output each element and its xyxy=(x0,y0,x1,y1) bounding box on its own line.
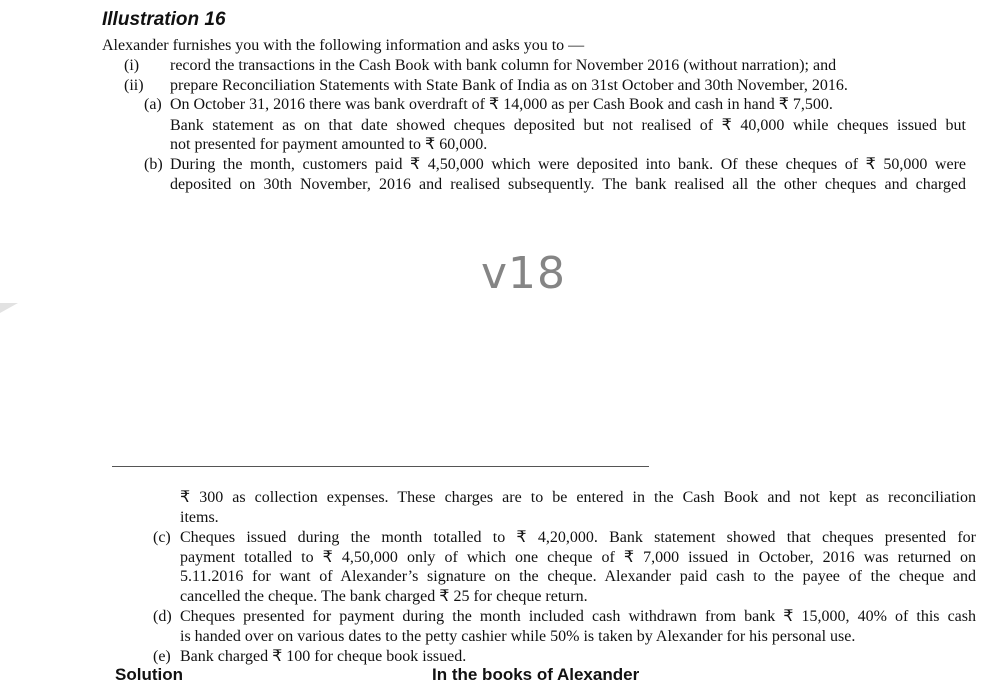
page-break-rule xyxy=(112,466,649,467)
item-d-line: is handed over on various dates to the petty cashier while 50% is taken by Alexander for his personal use. xyxy=(180,628,856,645)
books-heading: In the books of Alexander xyxy=(432,665,640,684)
item-label-d: (d) xyxy=(153,608,172,625)
item-c-line: 5.11.2016 for want of Alexander’s signature on the cheque. Alexander paid cash to the payee of the cheque and xyxy=(180,568,976,585)
item-c-line: Cheques issued during the month totalled to ₹ 4,20,000. Bank statement showed that cheques presented for xyxy=(180,529,976,546)
item-label-b: (b) xyxy=(144,156,163,173)
task-label: (ii) xyxy=(124,77,144,94)
version-watermark: v18 xyxy=(481,248,567,299)
task-text: record the transactions in the Cash Book with bank column for November 2016 (without narration); and xyxy=(170,57,837,74)
item-e-line: Bank charged ₹ 100 for cheque book issued. xyxy=(180,648,467,665)
task-label: (i) xyxy=(124,57,140,74)
item-a-line: Bank statement as on that date showed cheques deposited but not realised of ₹ 40,000 while cheques issued but xyxy=(170,117,966,134)
item-d-line: Cheques presented for payment during the month included cash withdrawn from bank ₹ 15,000, 40% of this cash xyxy=(180,608,976,625)
illustration-title: Illustration 16 xyxy=(102,9,226,30)
item-c-line: cancelled the cheque. The bank charged ₹ 25 for cheque return. xyxy=(180,588,588,605)
solution-heading: Solution xyxy=(115,665,183,684)
item-label-e: (e) xyxy=(153,648,171,665)
corner-shape xyxy=(0,303,18,313)
item-label-a: (a) xyxy=(144,96,162,113)
task-text: prepare Reconciliation Statements with State Bank of India as on 31st October and 30th November, 2016. xyxy=(170,77,848,94)
item-a-line: not presented for payment amounted to ₹ 60,000. xyxy=(170,136,488,153)
item-b-line: During the month, customers paid ₹ 4,50,000 which were deposited into bank. Of these cheques of ₹ 50,000 were xyxy=(170,156,966,173)
item-b-line: items. xyxy=(180,509,219,526)
intro-text: Alexander furnishes you with the following information and asks you to — xyxy=(102,37,585,54)
item-b-line: deposited on 30th November, 2016 and realised subsequently. The bank realised all the other cheques and charged xyxy=(170,176,966,193)
item-label-c: (c) xyxy=(153,529,171,546)
item-a-line: On October 31, 2016 there was bank overdraft of ₹ 14,000 as per Cash Book and cash in hand ₹ 7,500. xyxy=(170,96,833,113)
item-c-line: payment totalled to ₹ 4,50,000 only of which one cheque of ₹ 7,000 issued in October, 2016 was returned on xyxy=(180,549,976,566)
item-b-line: ₹ 300 as collection expenses. These charges are to be entered in the Cash Book and not kept as reconciliation xyxy=(180,489,976,506)
